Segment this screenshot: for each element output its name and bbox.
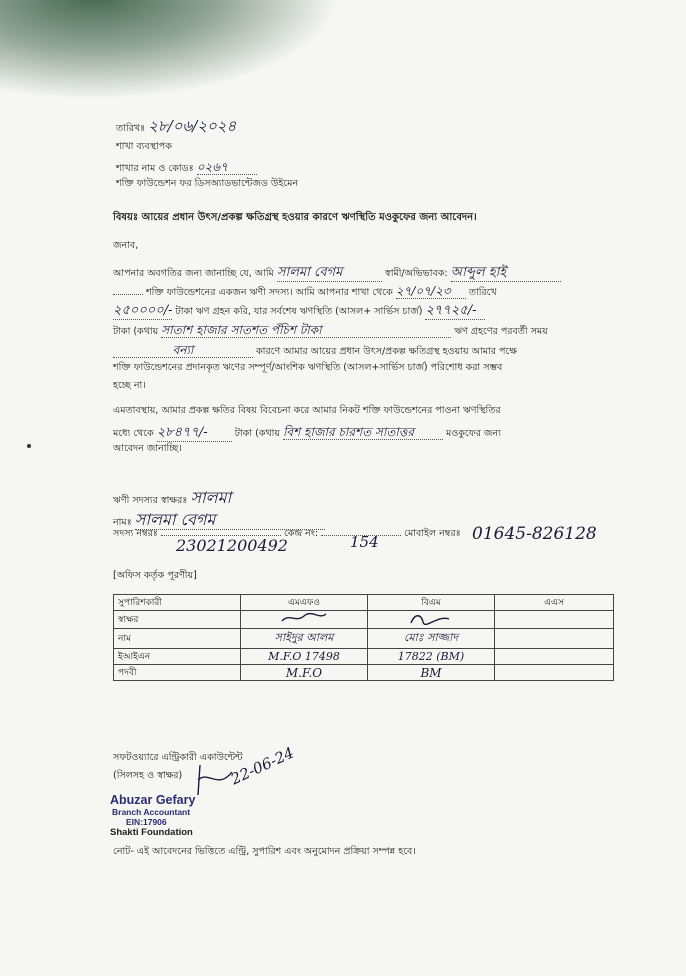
member-signature: সালমা bbox=[190, 488, 232, 507]
row-label: পদবী bbox=[114, 665, 241, 681]
body-line-8: এমতাবস্থায়, আমার প্রকল্প ক্ষতির বিষয় বিবেচনা করে আমার নিকট শক্তি ফাউন্ডেশনের পাওনা ঋণস্থিতির bbox=[113, 405, 501, 416]
branch-code: ০২৬৭ bbox=[197, 160, 257, 175]
stamp-title: Branch Accountant bbox=[112, 807, 191, 817]
recommendation-table bbox=[113, 594, 614, 681]
table-cell bbox=[495, 611, 614, 629]
member-number-label: সদস্য নম্বরঃ bbox=[113, 528, 158, 539]
table-cell: সাইদুর আলম bbox=[241, 629, 368, 649]
table-header: এএস bbox=[495, 595, 614, 611]
mfo-signature bbox=[241, 611, 368, 629]
table-cell: 17822 (BM) bbox=[368, 649, 495, 665]
member-name-label: নামঃ bbox=[113, 517, 132, 528]
branch-label: শাখার নাম ও কোডঃ bbox=[116, 163, 194, 174]
body-text: তারিখে bbox=[468, 287, 497, 298]
office-label: [অফিস কর্তৃক পূরণীয়] bbox=[113, 570, 197, 581]
member-signature-label: ঋণী সদস্যর স্বাক্ষরঃ bbox=[113, 495, 188, 506]
subject: বিষয়ঃ আয়ের প্রধান উৎস/প্রকল্প ক্ষতিগ্রস্থ হওয়ার কারণে ঋণস্থিতি মওকুফের জন্য আবেদন। bbox=[113, 212, 477, 223]
member-name: সালমা বেগম bbox=[135, 510, 325, 530]
body-line-2 bbox=[113, 284, 497, 299]
table-row bbox=[114, 649, 614, 665]
stamp-ein: EIN:17906 bbox=[126, 817, 167, 827]
balance-in-words: সাতাশ হাজার সাতশত পঁচিশ টাকা bbox=[161, 323, 451, 338]
body-text: মওকুফের জন্য bbox=[446, 428, 501, 439]
table-row bbox=[114, 629, 614, 649]
body-text: ঋণ গ্রহণের পরবর্তী সময় bbox=[454, 326, 548, 337]
table-cell bbox=[495, 665, 614, 681]
stamp-org: Shakti Foundation bbox=[110, 827, 193, 838]
bm-signature bbox=[368, 611, 495, 629]
body-text: শক্তি ফাউন্ডেশনের একজন ঋণী সদস্য। আমি আপনার শাখা থেকে bbox=[146, 287, 393, 298]
body-text: স্বামী/অভিভাবক: bbox=[384, 268, 448, 279]
body-text: মধ্যে থেকে bbox=[113, 428, 154, 439]
table-cell: M.F.O 17498 bbox=[241, 649, 368, 665]
table-header: বিএম bbox=[368, 595, 495, 611]
to-line-3: শক্তি ফাউন্ডেশন ফর ডিসঅ্যাডভান্টেজড উইমেন bbox=[116, 178, 299, 189]
table-row bbox=[114, 611, 614, 629]
member-number: 23021200492 bbox=[176, 536, 288, 555]
footer-line-1: সফটওয়্যারে এন্ট্রিকারী একাউন্টেন্ট bbox=[113, 752, 243, 763]
body-text: টাকা (কথায় bbox=[113, 326, 159, 337]
sign-date: 22-06-24 bbox=[228, 743, 297, 789]
to-line-1: শাখা ব্যবস্থাপক bbox=[116, 141, 172, 152]
table-header: এমএফও bbox=[241, 595, 368, 611]
center-label: কেন্দ্র নং: bbox=[283, 528, 319, 539]
stray-dot bbox=[27, 444, 31, 448]
photo-shadow bbox=[0, 0, 340, 100]
table-header-row bbox=[114, 595, 614, 611]
salutation: জনাব, bbox=[113, 240, 139, 251]
body-line-9 bbox=[113, 425, 501, 442]
body-text: টাকা (কথায় bbox=[234, 428, 280, 439]
row-label: নাম bbox=[114, 629, 241, 649]
loan-date: ২৭/০৭/২৩ bbox=[396, 284, 466, 299]
accountant-stamp bbox=[110, 793, 195, 838]
applicant-name: সালমা বেগম bbox=[277, 265, 382, 282]
loan-balance: ২৭৭২৫/- bbox=[425, 303, 485, 320]
body-line-1 bbox=[113, 265, 561, 282]
body-text: কারণে আমার আয়ের প্রধান উৎস/প্রকল্প ক্ষতিগ্রস্থ হওয়ায় আমার পক্ষে bbox=[256, 346, 517, 357]
member-signature-line bbox=[113, 488, 231, 507]
footer-line-2: (সিলসহ ও স্বাক্ষর) bbox=[113, 770, 183, 781]
date-line bbox=[116, 117, 236, 135]
body-text: টাকা ঋণ গ্রহন করি, যার সর্বশেষ ঋণস্থিতি (আসল+ সার্ভিস চার্জ) bbox=[175, 306, 423, 317]
body-line-10: আবেদন জানাচ্ছি। bbox=[113, 443, 182, 454]
body-line-4 bbox=[113, 323, 548, 338]
center-number: 154 bbox=[350, 533, 379, 551]
table-header: সুপারিশকারী bbox=[114, 595, 241, 611]
stamp-name: Abuzar Gefary bbox=[110, 793, 196, 807]
table-cell: M.F.O bbox=[241, 665, 368, 681]
loan-amount: ২৫০০০০/- bbox=[113, 303, 173, 318]
body-text: আপনার অবগতির জন্য জানাচ্ছি যে, আমি bbox=[113, 268, 274, 279]
waiver-in-words: বিশ হাজার চারশত সাতাত্তর bbox=[283, 425, 443, 440]
body-line-6: শক্তি ফাউন্ডেশনের প্রদানকৃত ঋণের সম্পূর্ণ/আংশিক ঋণস্থিতি (আসল+সার্ভিস চার্জ) পরিশোধ করা সম্ভব bbox=[113, 362, 503, 373]
table-row bbox=[114, 665, 614, 681]
waiver-amount: ২৮৪৭৭/- bbox=[157, 425, 232, 442]
table-cell bbox=[495, 629, 614, 649]
footer-note: নোট- এই আবেদনের ভিত্তিতে এন্ট্রি, সুপারিশ এবং অনুমোদন প্রক্রিয়া সম্পন্ন হবে। bbox=[113, 846, 416, 857]
date-value: ২৮/০৬/২০২৪ bbox=[148, 117, 237, 135]
date-label: তারিখঃ bbox=[116, 123, 146, 134]
guardian-name: আব্দুল হাই bbox=[451, 265, 561, 282]
mobile-number: 01645-826128 bbox=[472, 524, 597, 544]
table-cell: মোঃ সাজ্জাদ bbox=[368, 629, 495, 649]
table-cell bbox=[495, 649, 614, 665]
row-label: স্বাক্ষর bbox=[114, 611, 241, 629]
body-line-5 bbox=[113, 343, 517, 358]
body-line-7: হচ্ছে না। bbox=[113, 380, 146, 391]
table-cell: BM bbox=[368, 665, 495, 681]
to-line-2 bbox=[116, 160, 257, 175]
mobile-label: মোবাইল নম্বরঃ bbox=[404, 528, 461, 539]
row-label: ইআইএন bbox=[114, 649, 241, 665]
damage-reason: বন্যা bbox=[113, 343, 253, 358]
body-line-3 bbox=[113, 303, 485, 320]
